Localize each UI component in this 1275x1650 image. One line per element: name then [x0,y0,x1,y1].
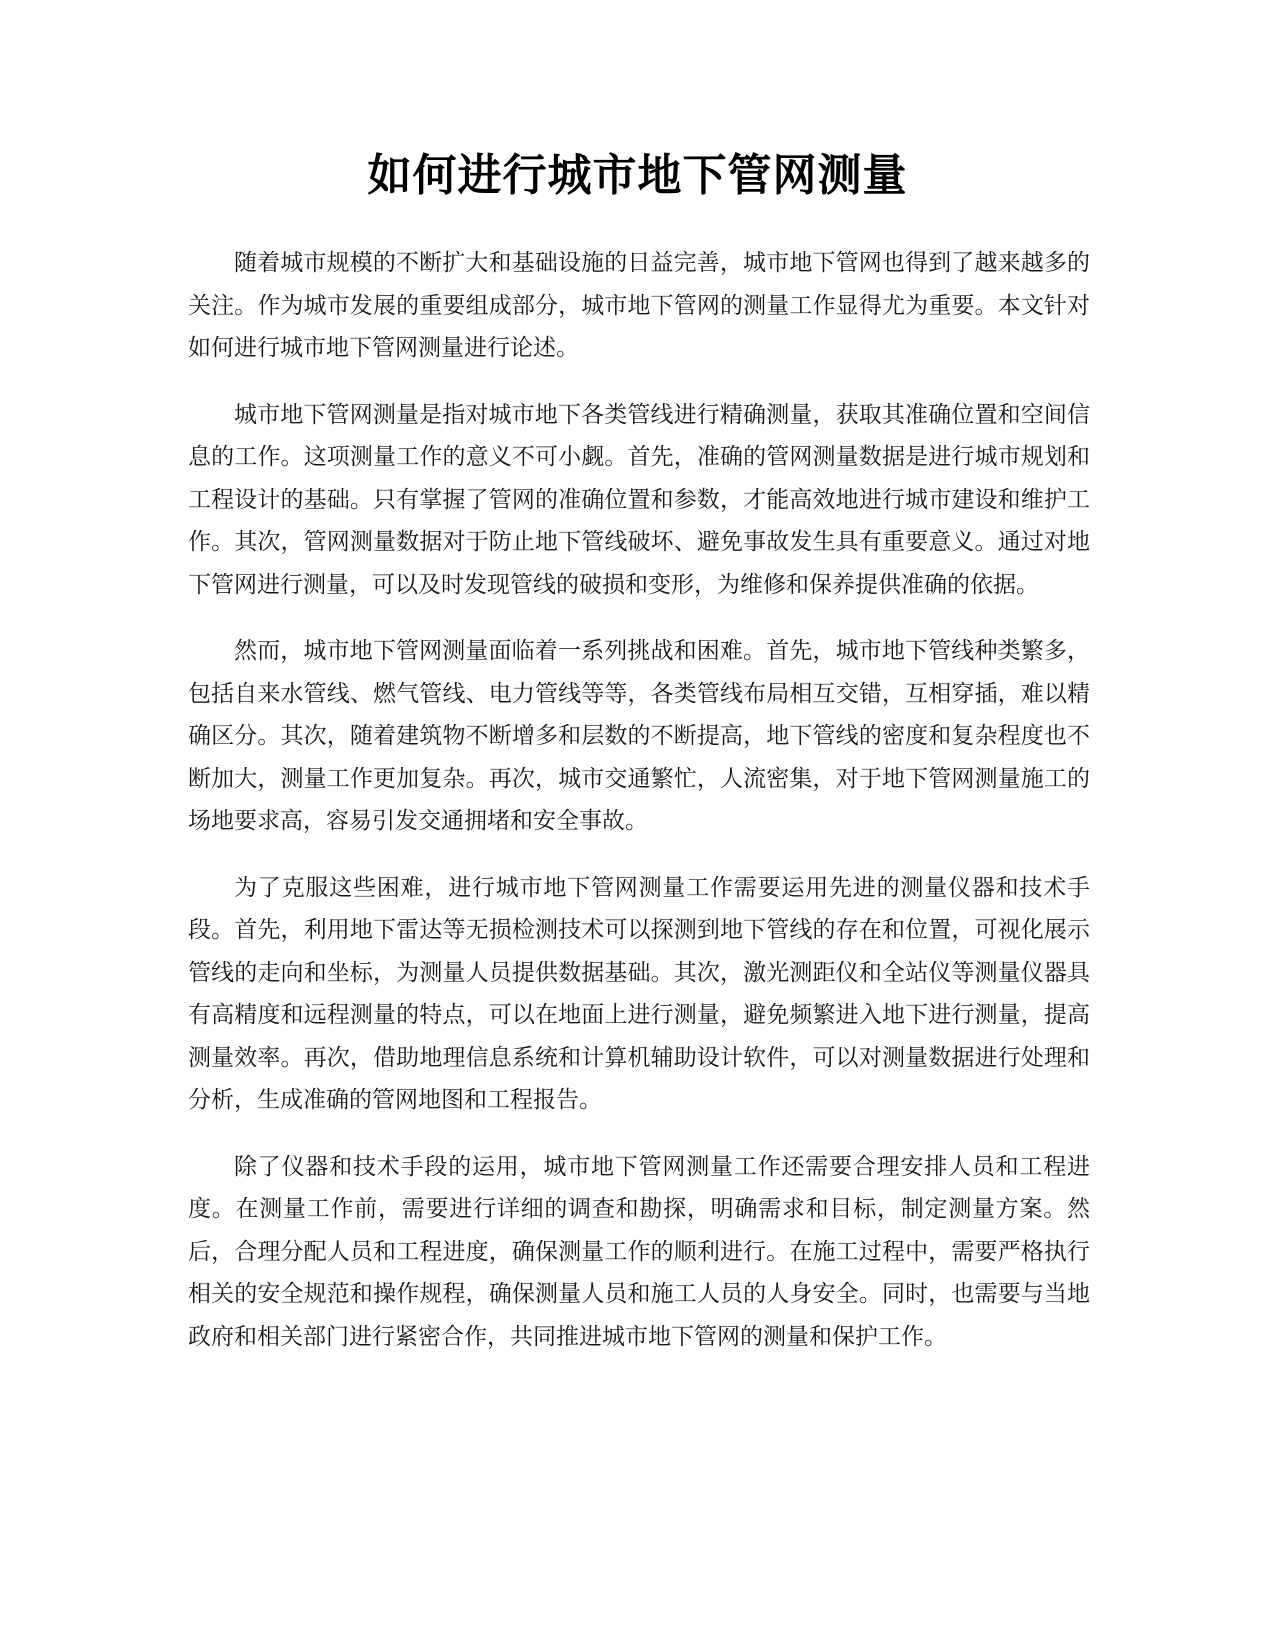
paragraph-technology: 为了克服这些困难，进行城市地下管网测量工作需要运用先进的测量仪器和技术手段。首先，利用地下雷达等无损检测技术可以探测到地下管线的存在和位置，可视化展示管线的走向和坐标，为测量人员提供数据基础。其次，激光测距仪和全站仪等测量仪器具有高精度和远程测量的特点，可以在地面上进行测量，避免频繁进入地下进行测量，提高测量效率。再次，借助地理信息系统和计算机辅助设计软件，可以对测量数据进行处理和分析，生成准确的管网地图和工程报告。 [188,874,1090,1113]
paragraph-management: 除了仪器和技术手段的运用，城市地下管网测量工作还需要合理安排人员和工程进度。在测量工作前，需要进行详细的调查和勘探，明确需求和目标，制定测量方案。然后，合理分配人员和工程进度，确保测量工作的顺利进行。在施工过程中，需要严格执行相关的安全规范和操作规程，确保测量人员和施工人员的人身安全。同时，也需要与当地政府和相关部门进行紧密合作，共同推进城市地下管网的测量和保护工作。 [188,1153,1090,1350]
paragraph-challenges: 然而，城市地下管网测量面临着一系列挑战和困难。首先，城市地下管线种类繁多，包括自来水管线、燃气管线、电力管线等等，各类管线布局相互交错，互相穿插，难以精确区分。其次，随着建筑物不断增多和层数的不断提高，地下管线的密度和复杂程度也不断加大，测量工作更加复杂。再次，城市交通繁忙，人流密集，对于地下管网测量施工的场地要求高，容易引发交通拥堵和安全事故。 [188,638,1090,834]
document-body [188,242,1090,1382]
paragraph-intro: 随着城市规模的不断扩大和基础设施的日益完善，城市地下管网也得到了越来越多的关注。作为城市发展的重要组成部分，城市地下管网的测量工作显得尤为重要。本文针对如何进行城市地下管网测量进行论述。 [188,250,1090,361]
document-title: 如何进行城市地下管网测量 [367,150,908,201]
paragraph-significance: 城市地下管网测量是指对城市地下各类管线进行精确测量，获取其准确位置和空间信息的工作。这项测量工作的意义不可小觑。首先，准确的管网测量数据是进行城市规划和工程设计的基础。只有掌握了管网的准确位置和参数，才能高效地进行城市建设和维护工作。其次，管网测量数据对于防止地下管线破坏、避免事故发生具有重要意义。通过对地下管网进行测量，可以及时发现管线的破损和变形，为维修和保养提供准确的依据。 [188,401,1090,598]
